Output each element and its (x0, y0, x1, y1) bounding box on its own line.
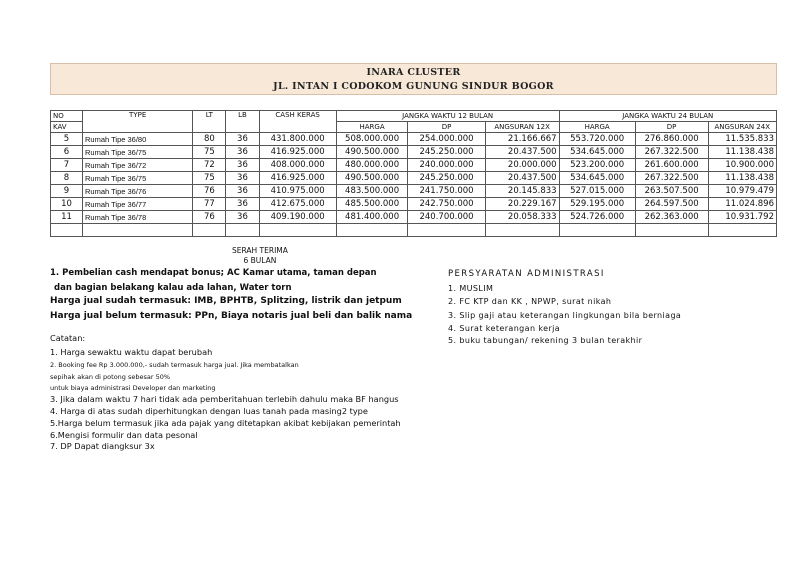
cell-cash-keras: 412.675.000 (259, 198, 336, 211)
cell-lb: 36 (226, 133, 259, 146)
cell-lt: 72 (193, 159, 226, 172)
persyaratan-item-4: 4. Surat keterangan kerja (448, 324, 561, 333)
cell-type: Rumah Tipe 36/76 (82, 185, 192, 198)
persyaratan-title: PERSYARATAN ADMINISTRASI (448, 269, 605, 279)
cell-dp-12: 241.750.000 (408, 185, 485, 198)
cell-lb: 36 (226, 146, 259, 159)
cell-harga-24: 524.726.000 (559, 211, 635, 224)
catatan-item-2c: untuk biaya administrasi Developer dan marketing (50, 384, 216, 392)
persyaratan-item-5: 5. buku tabungan/ rekening 3 bulan terakhir (448, 336, 643, 345)
cell-kav-no: 7 (51, 159, 83, 172)
persyaratan-item-2: 2. FC KTP dan KK , NPWP, surat nikah (448, 297, 612, 306)
cell-harga-12: 481.400.000 (336, 211, 408, 224)
header-lb: LB (226, 111, 259, 133)
cell-dp-12: 240.700.000 (408, 211, 485, 224)
cell-harga-12: 490.500.000 (336, 172, 408, 185)
price-table (50, 110, 777, 237)
cell-kav-no: 6 (51, 146, 83, 159)
cell-lb: 36 (226, 159, 259, 172)
cell-angsuran-24: 10.900.000 (708, 159, 776, 172)
cell-angsuran-12: 21.166.667 (485, 133, 559, 146)
catatan-item-6: 6.Mengisi formulir dan data pesonal (50, 430, 198, 440)
cell-dp-12: 254.000.000 (408, 133, 485, 146)
cell-type: Rumah Tipe 36/78 (82, 211, 192, 224)
cell-cash-keras: 416.925.000 (259, 146, 336, 159)
cell-angsuran-12: 20.000.000 (485, 159, 559, 172)
cell-lb: 36 (226, 198, 259, 211)
cell-harga-12: 485.500.000 (336, 198, 408, 211)
header-angsuran-12: ANGSURAN 12X (485, 122, 559, 133)
catatan-item-5: 5.Harga belum termasuk jika ada pajak yang ditetapkan akibat kebijakan pemerintah (50, 418, 401, 428)
cell-dp-24: 267.322.500 (635, 146, 708, 159)
catatan-item-7: 7. DP Dapat diangksur 3x (50, 441, 155, 451)
persyaratan-item-1: 1. MUSLIM (448, 284, 494, 293)
header-harga-12: HARGA (336, 122, 408, 133)
cell-type: Rumah Tipe 36/75 (82, 146, 192, 159)
header-type: TYPE (82, 111, 192, 133)
cell-dp-24: 263.507.500 (635, 185, 708, 198)
cell-cash-keras: 416.925.000 (259, 172, 336, 185)
cell-angsuran-24: 11.138.438 (708, 172, 776, 185)
cell-kav-no: 5 (51, 133, 83, 146)
cell-harga-24: 534.645.000 (559, 172, 635, 185)
cell-angsuran-24: 10.931.792 (708, 211, 776, 224)
cell-lt: 77 (193, 198, 226, 211)
cell-angsuran-12: 20.229.167 (485, 198, 559, 211)
catatan-item-1: 1. Harga sewaktu waktu dapat berubah (50, 347, 213, 357)
table-row (51, 172, 777, 185)
cell-angsuran-12: 20.058.333 (485, 211, 559, 224)
cell-dp-24: 262.363.000 (635, 211, 708, 224)
cell-dp-24: 276.860.000 (635, 133, 708, 146)
harga-belum-termasuk: Harga jual belum termasuk: PPn, Biaya notaris jual beli dan balik nama (50, 311, 413, 321)
table-row (51, 198, 777, 211)
cell-cash-keras: 410.975.000 (259, 185, 336, 198)
cluster-address: JL. INTAN I CODOKOM GUNUNG SINDUR BOGOR (273, 81, 554, 92)
harga-termasuk: Harga jual sudah termasuk: IMB, BPHTB, Splitzing, listrik dan jetpum (50, 296, 402, 306)
cell-angsuran-24: 10.979.479 (708, 185, 776, 198)
catatan-item-3: 3. Jika dalam waktu 7 hari tidak ada pemberitahuan terlebih dahulu maka BF hangus (50, 394, 399, 404)
cell-angsuran-12: 20.437.500 (485, 146, 559, 159)
cell-lt: 76 (193, 211, 226, 224)
cell-angsuran-24: 11.024.896 (708, 198, 776, 211)
cell-lb: 36 (226, 185, 259, 198)
catatan-item-4: 4. Harga di atas sudah diperhitungkan dengan luas tanah pada masing2 type (50, 406, 368, 416)
cell-dp-12: 245.250.000 (408, 172, 485, 185)
cell-lt: 80 (193, 133, 226, 146)
cell-lb: 36 (226, 211, 259, 224)
cell-angsuran-24: 11.138.438 (708, 146, 776, 159)
table-row (51, 211, 777, 224)
catatan-title: Catatan: (50, 333, 86, 343)
cell-kav-no: 10 (51, 198, 83, 211)
cell-dp-24: 261.600.000 (635, 159, 708, 172)
header-banner (50, 63, 777, 95)
header-dp-12: DP (408, 122, 485, 133)
header-lt: LT (193, 111, 226, 133)
cell-kav-no: 11 (51, 211, 83, 224)
cell-harga-24: 534.645.000 (559, 146, 635, 159)
cell-kav-no: 8 (51, 172, 83, 185)
cell-harga-12: 490.500.000 (336, 146, 408, 159)
persyaratan-item-3: 3. Slip gaji atau keterangan lingkungan bila berniaga (448, 311, 682, 320)
header-group-12: JANGKA WAKTU 12 BULAN (336, 111, 559, 122)
cell-harga-12: 508.000.000 (336, 133, 408, 146)
cell-type: Rumah Tipe 36/75 (82, 172, 192, 185)
cell-cash-keras: 408.000.000 (259, 159, 336, 172)
cell-harga-12: 483.500.000 (336, 185, 408, 198)
cell-angsuran-12: 20.437.500 (485, 172, 559, 185)
serah-terima-duration: 6 BULAN (243, 256, 277, 265)
bonus-line-2: dan bagian belakang kalau ada lahan, Water torn (54, 283, 292, 293)
table-empty-row (51, 224, 777, 237)
header-harga-24: HARGA (559, 122, 635, 133)
bonus-line-1: 1. Pembelian cash mendapat bonus; AC Kamar utama, taman depan (50, 268, 377, 278)
serah-terima-label: SERAH TERIMA (232, 246, 288, 255)
cell-dp-12: 242.750.000 (408, 198, 485, 211)
cell-lt: 75 (193, 172, 226, 185)
cell-lt: 76 (193, 185, 226, 198)
cell-dp-24: 264.597.500 (635, 198, 708, 211)
header-dp-24: DP (635, 122, 708, 133)
cluster-title: INARA CLUSTER (366, 67, 461, 78)
cell-harga-24: 523.200.000 (559, 159, 635, 172)
header-group-24: JANGKA WAKTU 24 BULAN (559, 111, 776, 122)
cell-harga-24: 527.015.000 (559, 185, 635, 198)
catatan-item-2b: sepihak akan di potong sebesar 50% (50, 373, 171, 381)
cell-dp-24: 267.322.500 (635, 172, 708, 185)
cell-angsuran-24: 11.535.833 (708, 133, 776, 146)
catatan-item-2a: 2. Booking fee Rp 3.000.000,- sudah termasuk harga jual. Jika membatalkan (50, 361, 299, 369)
table-row (51, 146, 777, 159)
cell-harga-24: 553.720.000 (559, 133, 635, 146)
cell-kav-no: 9 (51, 185, 83, 198)
cell-lt: 75 (193, 146, 226, 159)
cell-harga-24: 529.195.000 (559, 198, 635, 211)
cell-angsuran-12: 20.145.833 (485, 185, 559, 198)
table-row (51, 159, 777, 172)
header-angsuran-24: ANGSURAN 24X (708, 122, 776, 133)
header-no: NO (51, 111, 83, 122)
cell-cash-keras: 431.800.000 (259, 133, 336, 146)
cell-cash-keras: 409.190.000 (259, 211, 336, 224)
cell-harga-12: 480.000.000 (336, 159, 408, 172)
table-row (51, 185, 777, 198)
cell-dp-12: 245.250.000 (408, 146, 485, 159)
header-cash: CASH KERAS (259, 111, 336, 133)
cell-dp-12: 240.000.000 (408, 159, 485, 172)
cell-type: Rumah Tipe 36/77 (82, 198, 192, 211)
table-header-row (51, 111, 777, 122)
cell-type: Rumah Tipe 36/80 (82, 133, 192, 146)
cell-type: Rumah Tipe 36/72 (82, 159, 192, 172)
table-row (51, 133, 777, 146)
serah-terima (232, 246, 288, 266)
header-kav: KAV (51, 122, 83, 133)
cell-lb: 36 (226, 172, 259, 185)
